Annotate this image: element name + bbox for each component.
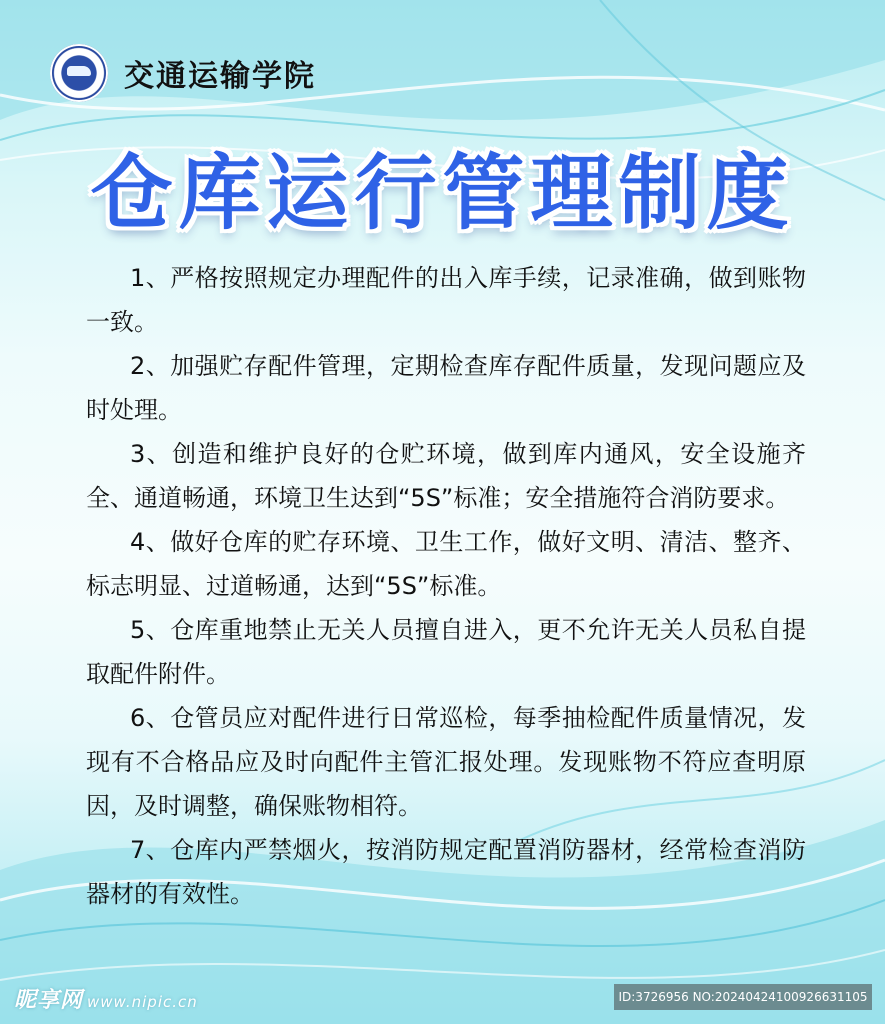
rule-item: 1、严格按照规定办理配件的出入库手续，记录准确，做到账物一致。 (86, 264, 806, 336)
rule-item: 7、仓库内严禁烟火，按消防规定配置消防器材，经常检查消防器材的有效性。 (86, 836, 806, 908)
page-title: 仓库运行管理制度 (90, 146, 795, 241)
watermark-logo-text: 昵享网 (14, 988, 84, 1013)
school-emblem-icon (50, 44, 108, 102)
rule-item: 5、仓库重地禁止无关人员擅自进入，更不允许无关人员私自提取配件附件。 (86, 616, 806, 688)
header (50, 44, 316, 102)
school-name: 交通运输学院 (124, 59, 316, 94)
rules-list (86, 256, 806, 916)
image-id-badge: ID:3726956 NO:20240424100926631105 (614, 984, 872, 1010)
watermark-url: www.nipic.cn (87, 993, 198, 1011)
rule-item: 4、做好仓库的贮存环境、卫生工作，做好文明、清洁、整齐、标志明显、过道畅通，达到“5S”标准。 (86, 528, 806, 600)
rule-item: 3、创造和维护良好的仓贮环境，做到库内通风，安全设施齐全、通道畅通，环境卫生达到“5S”标准；安全措施符合消防要求。 (86, 440, 806, 512)
watermark-logo (14, 983, 198, 1014)
rule-item: 6、仓管员应对配件进行日常巡检，每季抽检配件质量情况，发现有不合格品应及时向配件主管汇报处理。发现账物不符应查明原因，及时调整，确保账物相符。 (86, 704, 806, 820)
rule-item: 2、加强贮存配件管理，定期检查库存配件质量，发现问题应及时处理。 (86, 352, 806, 424)
